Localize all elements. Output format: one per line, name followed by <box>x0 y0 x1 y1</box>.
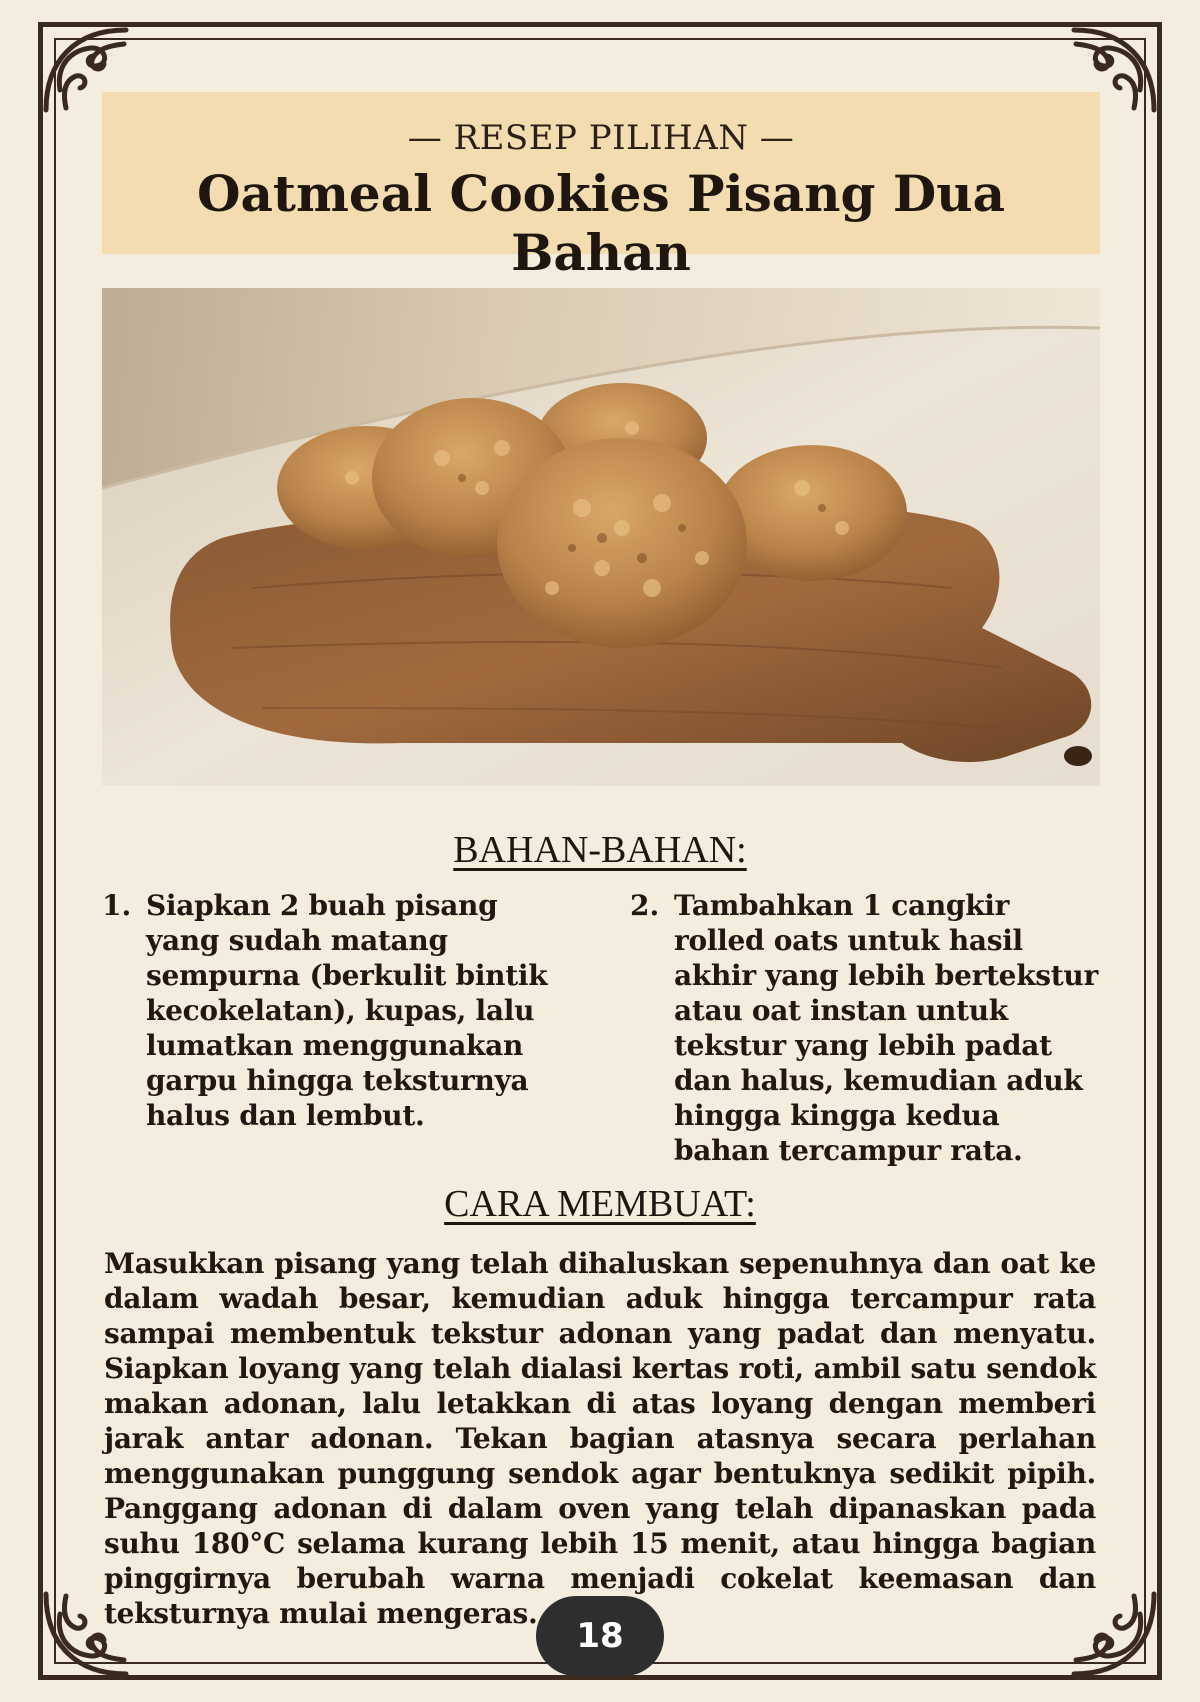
list-item-text: Siapkan 2 buah pisang yang sudah matang sempurna (berkulit bintik kecokelatan), kupas, lalu lumatkan menggunakan garpu hingga teksturnya halus dan lembut. <box>146 889 548 1132</box>
list-item <box>102 888 572 1168</box>
ingredients-list <box>102 888 1100 1168</box>
recipe-kicker: — RESEP PILIHAN — <box>407 118 795 158</box>
oatmeal-cookies-photo-icon <box>102 288 1100 786</box>
list-item <box>630 888 1100 1168</box>
list-item-number: 2. <box>630 889 660 922</box>
page-number-badge: 18 <box>536 1596 664 1676</box>
method-heading: CARA MEMBUAT: <box>444 1183 756 1225</box>
recipe-title: Oatmeal Cookies Pisang Dua Bahan <box>196 164 1006 282</box>
recipe-header <box>102 92 1100 282</box>
list-item-text: Tambahkan 1 cangkir rolled oats untuk hasil akhir yang lebih bertekstur atau oat instan untuk tekstur yang lebih padat dan halus, kemudian aduk hingga kingga kedua bahan tercampur rata. <box>674 889 1098 1167</box>
cookies-photo <box>102 288 1100 786</box>
list-item-number: 1. <box>102 889 132 922</box>
ingredients-heading: BAHAN-BAHAN: <box>453 829 747 871</box>
method-paragraph: Masukkan pisang yang telah dihaluskan sepenuhnya dan oat ke dalam wadah besar, kemudian aduk hingga tercampur rata sampai membentuk tekstur adonan yang padat dan menyatu. Siapkan loyang yang telah dialasi kertas roti, ambil satu sendok makan adonan, lalu letakkan di atas loyang dengan memberi jarak antar adonan. Tekan bagian atasnya secara perlahan menggunakan punggung sendok agar bentuknya sedikit pipih. Panggang adonan di dalam oven yang telah dipanaskan pada suhu 180°C selama kurang lebih 15 menit, atau hingga bagian pinggirnya berubah warna menjadi cokelat keemasan dan teksturnya mulai mengeras. <box>104 1247 1096 1630</box>
